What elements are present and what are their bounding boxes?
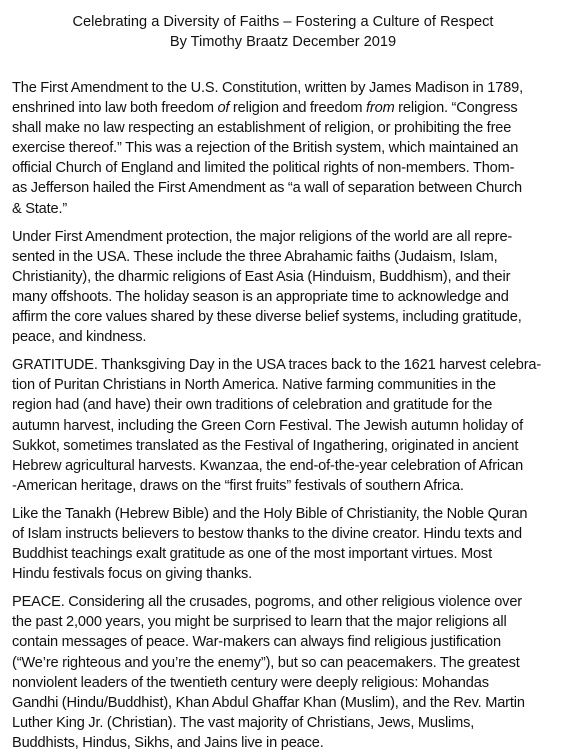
paragraph-scripture-gratitude xyxy=(12,504,554,584)
text-line: The First Amendment to the U.S. Constitution, written by James Madison in 1789, xyxy=(12,80,523,96)
text-line: nonviolent leaders of the twentieth century were deeply religious: Mohandas xyxy=(12,674,489,691)
text-line: -American heritage, draws on the “first fruits” festivals of southern Africa. xyxy=(12,477,464,494)
text-line: Like the Tanakh (Hebrew Bible) and the Holy Bible of Christianity, the Noble Quran xyxy=(12,505,528,522)
document-byline: By Timothy Braatz December 2019 xyxy=(169,34,397,50)
text-line: the past 2,000 years, you might be surprised to learn that the major religions all xyxy=(12,614,507,631)
text-line: region had (and have) their own traditions of celebration and gratitude for the xyxy=(12,397,493,414)
text-line: enshrined into law both freedom of religion and freedom from religion. “Congress xyxy=(12,100,518,117)
text-line: Buddhist teachings exalt gratitude as one of the most important virtues. Most xyxy=(12,546,492,563)
paragraph-peace xyxy=(12,592,554,753)
text-line: (“We’re righteous and you’re the enemy”), but so can peacemakers. The greatest xyxy=(12,654,520,671)
text-line: Under First Amendment protection, the major religions of the world are all repre- xyxy=(12,228,513,245)
text-line: Christianity), the dharmic religions of East Asia (Hinduism, Buddhism), and their xyxy=(12,268,511,285)
text-line: official Church of England and limited the political rights of non-members. Thom- xyxy=(12,160,515,177)
text-line: shall make no law respecting an establishment of religion, or prohibiting the free xyxy=(12,120,512,137)
text-line: autumn harvest, including the Green Corn Festival. The Jewish autumn holiday of xyxy=(12,417,524,434)
text-line: contain messages of peace. War-makers can always find religious justification xyxy=(12,634,501,651)
paragraph-gratitude xyxy=(12,355,554,496)
paragraph-religions-in-usa xyxy=(12,227,554,348)
text-line: many offshoots. The holiday season is an appropriate time to acknowledge and xyxy=(12,288,509,305)
text-line: tion of Puritan Christians in North America. Native farming communities in the xyxy=(12,377,496,394)
text-line: Hindu festivals focus on giving thanks. xyxy=(12,566,253,583)
text-line: Luther King Jr. (Christian). The vast majority of Christians, Jews, Muslims, xyxy=(12,714,475,731)
text-line: Sukkot, sometimes translated as the Festival of Ingathering, originated in ancient xyxy=(12,437,519,454)
document-header xyxy=(12,12,554,52)
text-line: Buddhists, Hindus, Sikhs, and Jains live in peace. xyxy=(12,734,324,751)
text-line: & State.” xyxy=(12,200,68,217)
text-line: Hebrew agricultural harvests. Kwanzaa, the end-of-the-year celebration of African xyxy=(12,457,524,474)
text-line: as Jefferson hailed the First Amendment as “a wall of separation between Church xyxy=(12,180,522,197)
text-line: Gandhi (Hindu/Buddhist), Khan Abdul Ghaffar Khan (Muslim), and the Rev. Martin xyxy=(12,694,525,711)
text-line: PEACE. Considering all the crusades, pogroms, and other religious violence over xyxy=(12,594,522,611)
text-line: peace, and kindness. xyxy=(12,329,147,346)
text-line: exercise thereof.” This was a rejection of the British system, which maintained an xyxy=(12,140,519,157)
paragraph-first-amendment xyxy=(12,78,554,219)
text-line: sented in the USA. These include the three Abrahamic faiths (Judaism, Islam, xyxy=(12,248,498,265)
document-title: Celebrating a Diversity of Faiths – Fostering a Culture of Respect xyxy=(72,14,494,30)
text-line: affirm the core values shared by these diverse belief systems, including gratitude, xyxy=(12,309,522,326)
text-line: GRATITUDE. Thanksgiving Day in the USA traces back to the 1621 harvest celebra- xyxy=(12,357,542,374)
text-line: of Islam instructs believers to bestow thanks to the divine creator. Hindu texts and xyxy=(12,525,522,542)
